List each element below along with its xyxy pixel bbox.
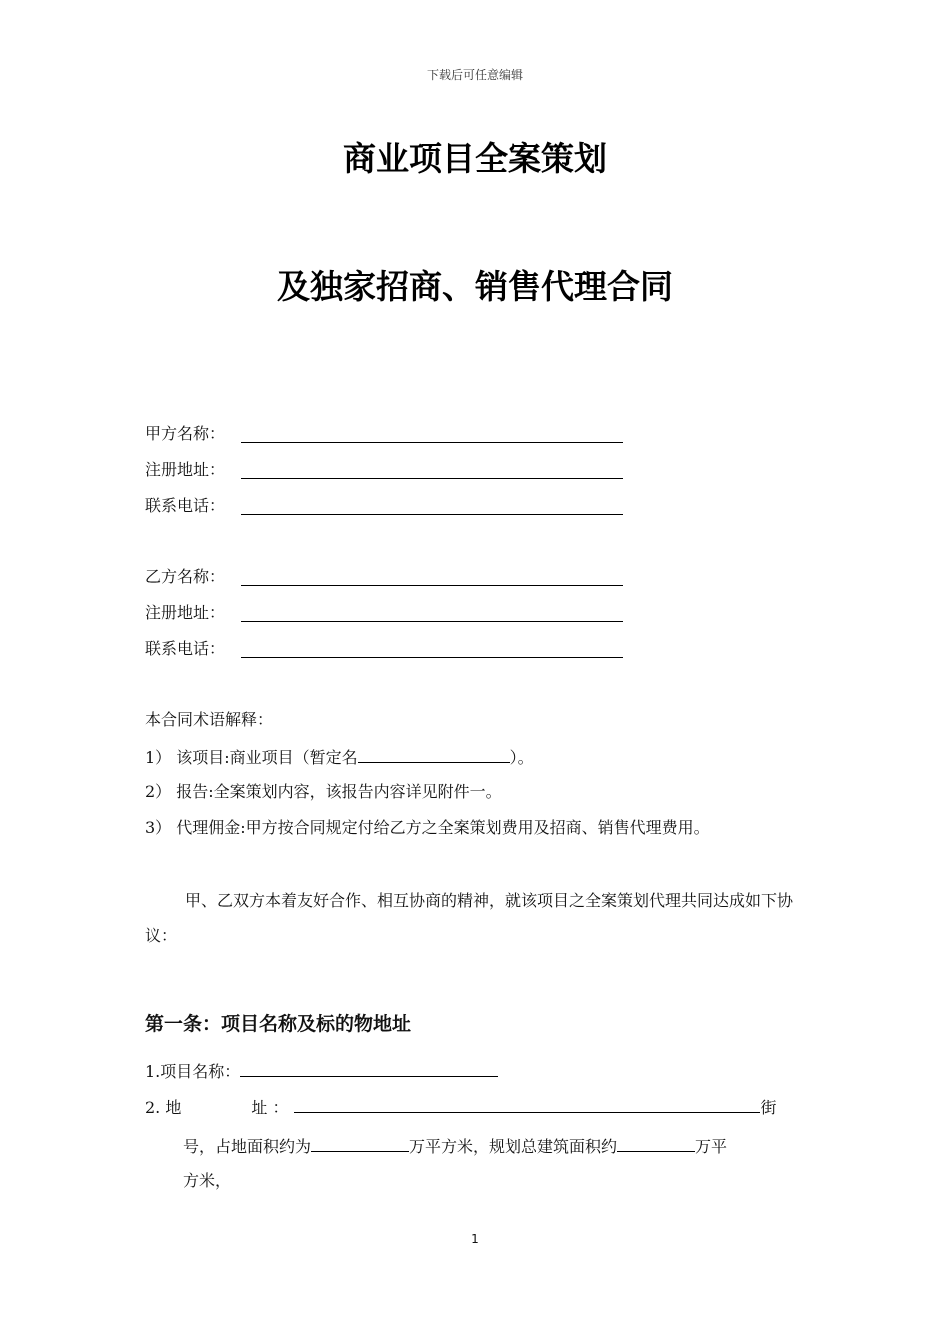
terms-heading: 本合同术语解释： <box>145 710 274 729</box>
land-area-field[interactable] <box>311 1133 409 1152</box>
street-label: 街 <box>760 1098 777 1117</box>
project-name-field[interactable] <box>240 1058 498 1077</box>
header-note: 下载后可任意编辑 <box>426 68 523 82</box>
building-area-label: 万平方米，规划总建筑面积约 <box>409 1137 618 1156</box>
article-1-item-1 <box>145 1058 498 1084</box>
unit-label: 万平 <box>695 1137 728 1156</box>
article-1-heading: 第一条：项目名称及标的物地址 <box>145 1013 412 1035</box>
party-b-address-label: 注册地址： <box>145 603 226 622</box>
party-b-address-field[interactable] <box>145 601 225 625</box>
article-1-item-2-line1 <box>145 1094 805 1120</box>
party-a-phone-label: 联系电话： <box>145 496 226 515</box>
party-a-address-label: 注册地址： <box>145 460 226 479</box>
party-a-name-field[interactable] <box>145 422 225 446</box>
party-a-address-field[interactable] <box>145 458 225 482</box>
page-number: 1 <box>471 1232 479 1246</box>
party-a-address-line <box>241 478 623 479</box>
party-b-phone-line <box>241 657 623 658</box>
party-a-phone-line <box>241 514 623 515</box>
terms-item-1-prefix: 1） 该项目:商业项目（暂定名 <box>145 748 358 767</box>
building-area-field[interactable] <box>617 1133 695 1152</box>
terms-item-1 <box>145 744 534 770</box>
party-a-phone-field[interactable] <box>145 494 225 518</box>
address-label-b: 址 ： <box>251 1098 289 1117</box>
party-b-phone-label: 联系电话： <box>145 639 226 658</box>
land-area-label: 号，占地面积约为 <box>183 1137 312 1156</box>
article-1-item-2-line2 <box>183 1133 727 1159</box>
terms-item-3: 3） 代理佣金:甲方按合同规定付给乙方之全案策划费用及招商、销售代理费用。 <box>145 818 710 837</box>
address-label-a: 2. 地 <box>145 1098 182 1117</box>
party-b-phone-field[interactable] <box>145 637 225 661</box>
project-name-label: 1.项目名称： <box>145 1062 241 1081</box>
terms-item-2: 2） 报告:全案策划内容，该报告内容详见附件一。 <box>145 782 502 801</box>
project-name-blank[interactable] <box>358 744 510 763</box>
address-field[interactable] <box>294 1094 760 1113</box>
terms-item-1-suffix: ）。 <box>509 748 534 767</box>
party-a-name-label: 甲方名称： <box>145 424 226 443</box>
document-title-line2: 及独家招商、销售代理合同 <box>277 267 673 306</box>
party-b-name-label: 乙方名称： <box>145 567 226 586</box>
article-1-item-2-line3: 方米， <box>183 1171 232 1190</box>
document-title-line1: 商业项目全案策划 <box>343 139 607 178</box>
party-b-name-field[interactable] <box>145 565 225 589</box>
intro-paragraph: 甲、乙双方本着友好合作、相互协商的精神，就该项目之全案策划代理共同达成如下协议： <box>145 891 794 945</box>
party-a-name-line <box>241 442 623 443</box>
party-b-name-line <box>241 585 623 586</box>
party-b-address-line <box>241 621 623 622</box>
